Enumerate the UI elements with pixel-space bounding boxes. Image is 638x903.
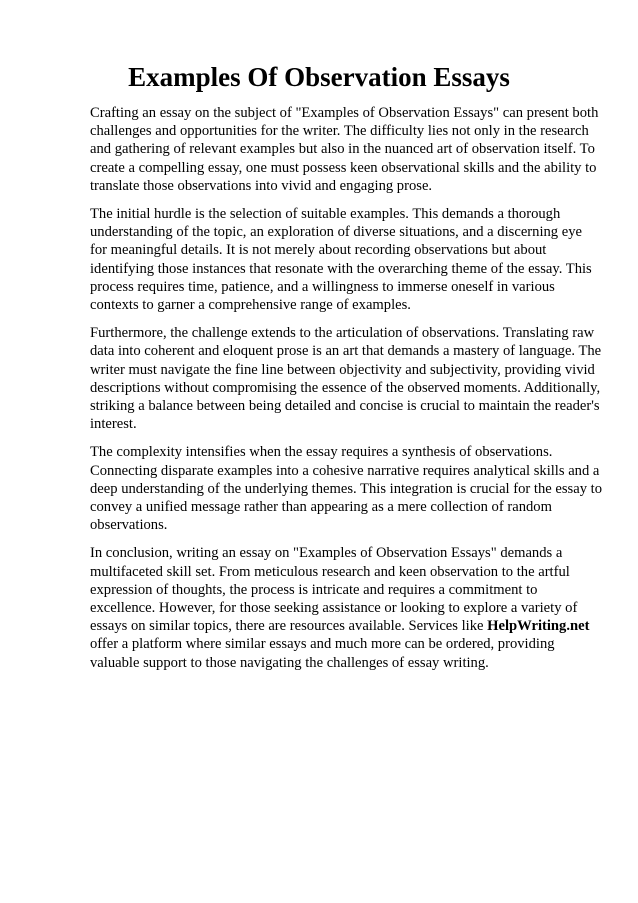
paragraph-4: The complexity intensifies when the essay requires a synthesis of observations. Connecting disparate examples into a cohesive narrative requires analytical skills and a deep understanding of the underlying themes. This integration is crucial for the essay to convey a unified message rather than appearing as a mere collection of random observations. (90, 444, 602, 534)
paragraph-1: Crafting an essay on the subject of "Examples of Observation Essays" can present both challenges and opportunities for the writer. The difficulty lies not only in the research and gathering of relevant examples but also in the nuanced art of observation itself. To create a compelling essay, one must possess keen observational skills and the ability to translate those observations into vivid and engaging prose. (90, 105, 599, 194)
helpwriting-link[interactable]: HelpWriting.net (487, 618, 590, 635)
paragraph-5 (90, 544, 602, 671)
paragraph-5-intro: In conclusion, writing an essay on "Examples of Observation Essays" demands a multifaceted skill set. From meticulous research and keen observation to the artful expression of thoughts, the process is intricate and requires a commitment to excellence. However, for those seeking assistance or looking to explore a variety of essays on similar topics, there are resources available. Services like (90, 545, 578, 635)
paragraph-5-outro: offer a platform where similar essays and much more can be ordered, providing valuable support to those navigating the challenges of essay writing. (90, 636, 555, 671)
document-body (90, 104, 602, 682)
paragraph-3: Furthermore, the challenge extends to the articulation of observations. Translating raw data into coherent and eloquent prose is an art that demands a mastery of language. The writer must navigate the fine line between objectivity and subjectivity, providing vivid descriptions without compromising the essence of the observed moments. Additionally, striking a balance between being detailed and concise is crucial to maintain the reader's interest. (90, 325, 602, 433)
document-title: Examples Of Observation Essays (128, 62, 510, 92)
paragraph-2: The initial hurdle is the selection of suitable examples. This demands a thorough understanding of the topic, an exploration of diverse situations, and a discerning eye for meaningful details. It is not merely about recording observations but about identifying those instances that resonate with the overarching theme of the essay. This process requires time, patience, and a willingness to immerse oneself in various contexts to garner a comprehensive range of examples. (90, 206, 592, 314)
